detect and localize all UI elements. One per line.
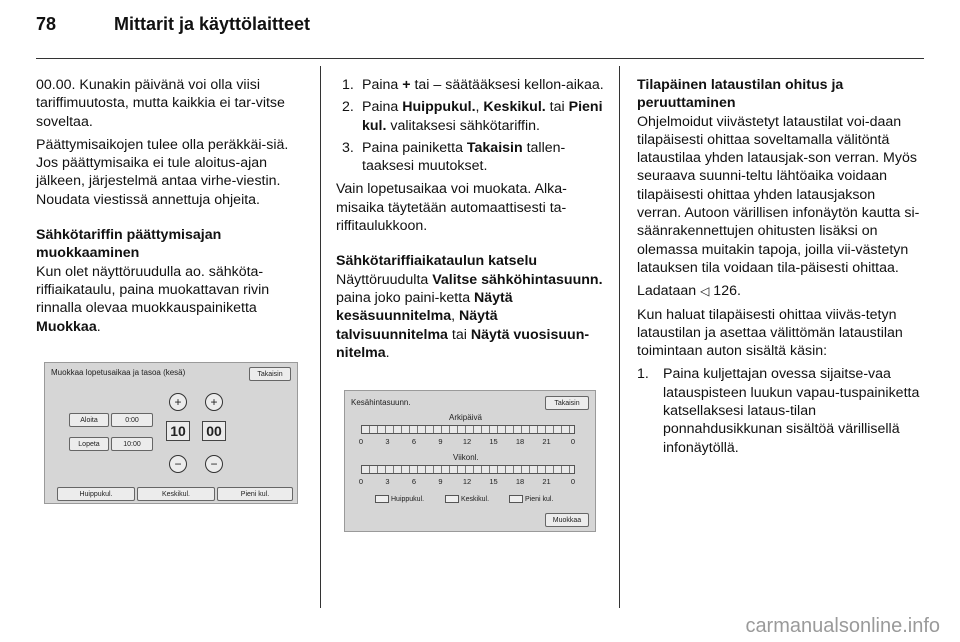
weekday-label: Arkipäivä [449,413,482,422]
paragraph: Päättymisaikojen tulee olla peräkkäi-siä. Jos päättymisaika ei tule aloitus-ajan jälkeen, järjestelmä antaa virhe-viestin. Noudata viestissä annettuja ohjeita. [36,136,289,208]
paragraph: 00.00. Kunakin päivänä voi olla viisi tariffimuutosta, mutta kaikkia ei tar-vitse soveltaa. [36,77,285,130]
start-label: Aloita [69,413,109,427]
mid-rate-button[interactable]: Keskikul. [137,487,215,501]
page-reference-icon: ◁ [700,284,710,299]
column-3 [637,76,923,462]
hour-minus-button[interactable]: − [169,455,187,473]
column-divider-2 [619,66,620,608]
weekend-label: Viikonl. [453,453,479,462]
screen-title: Kesähintasuunn. [351,398,411,407]
legend-low: Pieni kul. [509,495,553,503]
peak-rate-button[interactable]: Huippukul. [57,487,135,501]
legend-mid: Keskikul. [445,495,489,503]
start-value: 0:00 [111,413,153,427]
minute-plus-button[interactable]: + [205,393,223,411]
low-rate-button[interactable]: Pieni kul. [217,487,293,501]
paragraph: Kun olet näyttöruudulla ao. sähköta-riffiaikataulu, paina muokattavan rivin rinnalla olevaa muokkauspainiketta Muokkaa. [36,263,270,335]
end-value[interactable]: 10:00 [111,437,153,451]
section-heading: Sähkötariffiaikataulun katselu [336,253,538,270]
hour-plus-button[interactable]: + [169,393,187,411]
hour-display: 10 [166,421,190,441]
column-1 [36,76,312,341]
minute-minus-button[interactable]: − [205,455,223,473]
paragraph: Ladataan ◁ 126. [637,283,741,300]
back-button[interactable]: Takaisin [249,367,291,381]
end-label: Lopeta [69,437,109,451]
section-heading: Tilapäinen lataustilan ohitus ja peruuttaminen [637,77,844,112]
header-rule [36,58,924,59]
legend-peak: Huippukul. [375,495,424,503]
page-header [36,14,310,35]
list-item: 1. Paina + tai – säätääksesi kellon-aikaa. [342,77,604,93]
paragraph: Ohjelmoidut viivästetyt lataustilat voi-daan tilapäisesti ohittaa soveltamalla välitöntä lataustilaa yhden latausjak-son verran. Myös seuraava suunni-teltu lähtöaika voidaan tilapäisesti ohittaa yhden latausjakson verran. Autoon värillisen infonäytön kautta si-säänrakennettujen ohitusten lisäksi on olemassa muitakin tapoja, joilla vii-västetyn latauksen tila voidaan tila-päisesti ohittaa. [637,113,920,276]
paragraph: Vain lopetusaikaa voi muokata. Alka-misaika täytetään automaattisesti ta-riffitaulukkoon. [336,181,567,235]
weekday-timeline [361,425,575,434]
steps-list [637,365,923,456]
screen-title: Muokkaa lopetusaikaa ja tasoa (kesä) [51,368,186,377]
page-number: 78 [36,14,57,34]
chapter-title: Mittarit ja käyttölaitteet [114,14,311,34]
edit-tariff-screen [44,362,298,504]
steps-list [336,76,606,175]
section-heading: Sähkötariffin päättymisajan muokkaaminen [36,227,222,262]
summer-plan-screen: Kesähintasuunn. Takaisin Arkipäivä 0 3 6 9 12 15 18 21 0 Viikonl. 0 3 6 9 12 15 18 21 0 Huippukul. Keskikul. Pieni kul. Muokkaa [344,390,596,532]
minute-display: 00 [202,421,226,441]
back-button[interactable]: Takaisin [545,396,589,410]
weekend-timeline [361,465,575,474]
column-2 [336,76,606,367]
list-item: 2. Paina Huippukul., Keskikul. tai Pieni kul. valitaksesi sähkötariffin. [342,99,603,134]
list-item: 3. Paina painiketta Takaisin tallen-taaksesi muutokset. [342,139,566,175]
edit-button[interactable]: Muokkaa [545,513,589,527]
paragraph: Kun haluat tilapäisesti ohittaa viiväs-tetyn lataustilan ja asettaa välittömän lataustilan toimintaan auton sisältä käsin: [637,306,903,360]
watermark: carmanualsonline.info [745,615,940,637]
paragraph: Näyttöruudulta Valitse sähköhintasuunn. paina joko paini-ketta Näytä kesäsuunnitelma, Näytä talvisuunnitelma tai Näytä vuosisuun-nitelma. [336,271,603,361]
list-item: 1. Paina kuljettajan ovessa sijaitse-vaa latauspisteen luukun vapau-tuspainiketta katsellaksesi lataus-tilan ponnahdusikkunan sisältöä värillisellä infonäytöllä. [637,366,920,456]
column-divider-1 [320,66,321,608]
